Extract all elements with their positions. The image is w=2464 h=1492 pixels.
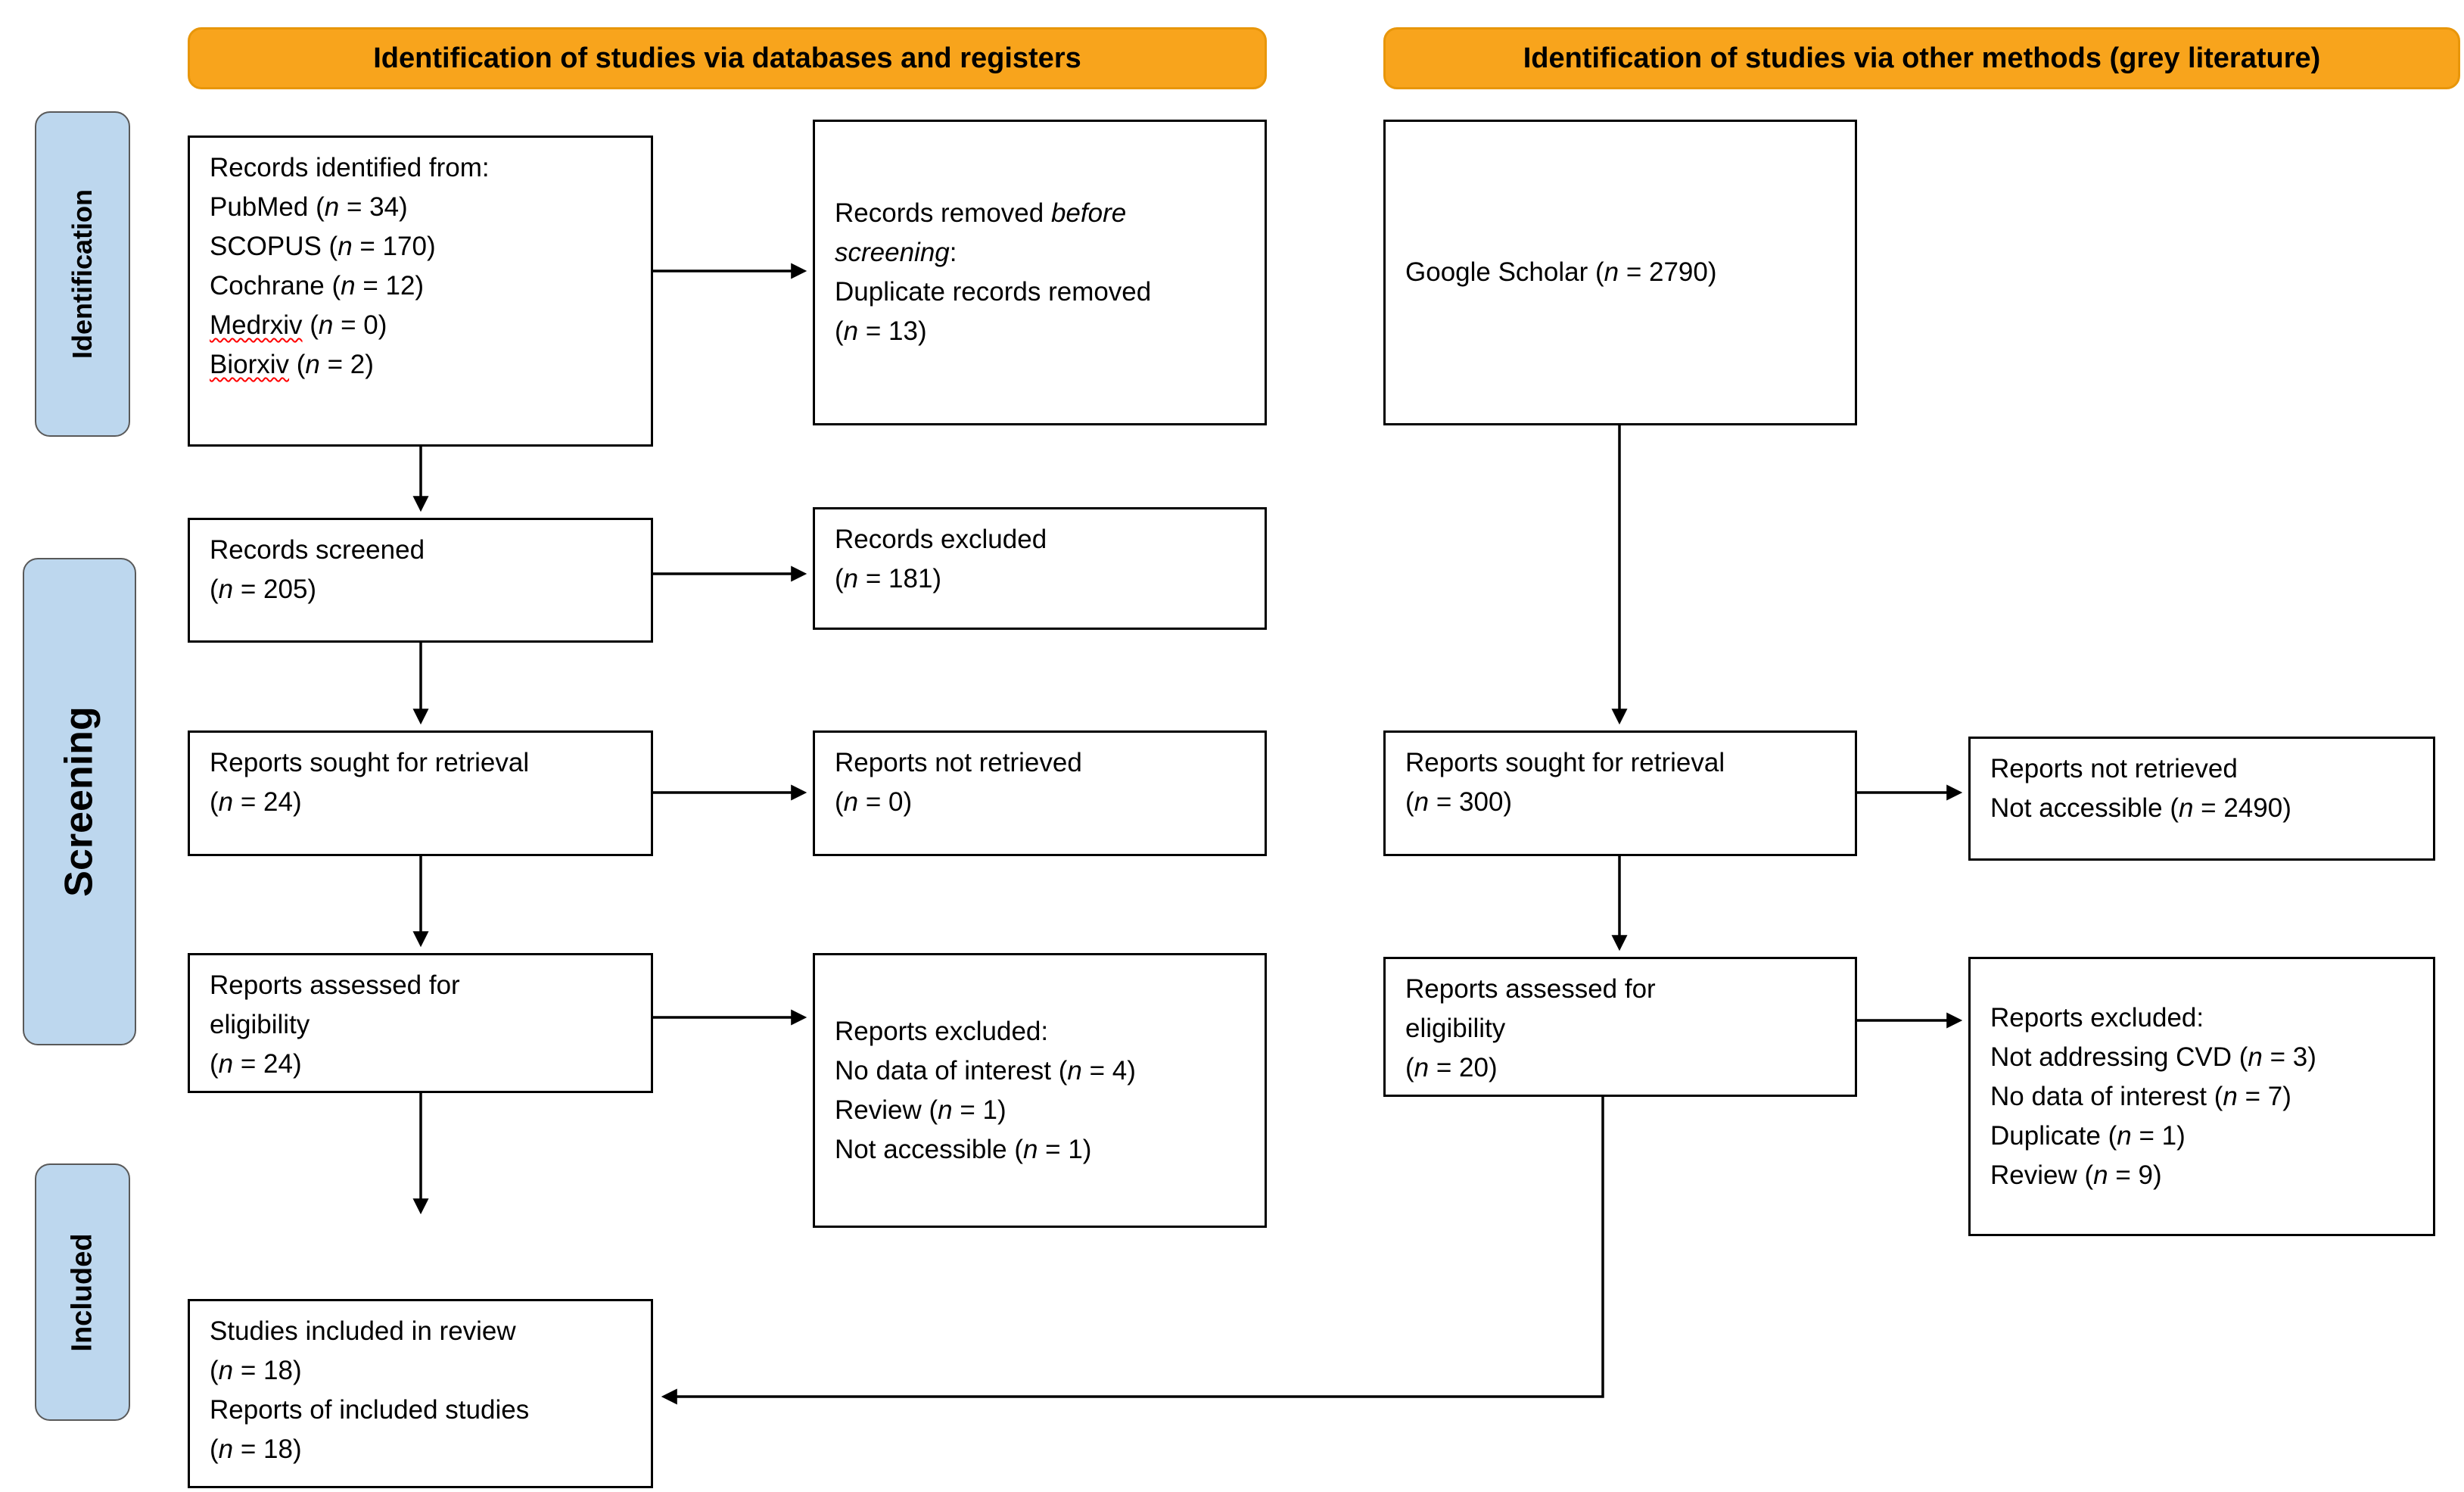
box-text-line: Studies included in review <box>210 1316 516 1346</box>
box-records-excluded <box>813 507 1267 630</box>
box-text-line: Reports assessed for <box>210 970 460 1000</box>
box-text-line: Reports not retrieved <box>1990 754 2238 783</box>
box-reports-not-retrieved-databases <box>813 730 1267 856</box>
box-text-line: (n = 300) <box>1405 787 1513 817</box>
box-text-line: Reports of included studies <box>210 1395 530 1425</box>
box-text-line: (n = 24) <box>210 787 302 817</box>
box-text-line: Review (n = 9) <box>1990 1160 2162 1190</box>
banner-databases-label: Identification of studies via databases and registers <box>373 42 1081 74</box>
box-text-line: Cochrane (n = 12) <box>210 271 425 301</box>
box-text-line: Reports excluded: <box>835 1016 1049 1046</box>
box-text-line: Records identified from: <box>210 153 490 182</box>
box-text-line: SCOPUS (n = 170) <box>210 232 436 261</box>
box-text-line: (n = 0) <box>835 787 913 817</box>
box-text-line: (n = 18) <box>210 1434 302 1464</box>
phase-label-identification <box>35 111 130 437</box>
box-studies-included <box>188 1299 653 1488</box>
box-text-line: (n = 205) <box>210 575 317 604</box>
box-text-line: screening: <box>835 238 957 267</box>
banner-other-methods <box>1383 27 2460 89</box>
box-text-line: Reports excluded: <box>1990 1002 2204 1033</box>
phase-label-identification-text: Identification <box>67 189 98 359</box>
box-text-line: Records removed before <box>835 198 1127 228</box>
box-text-line: eligibility <box>1405 1014 1506 1043</box>
box-text-line: (n = 20) <box>1405 1053 1498 1082</box>
box-reports-assessed-grey <box>1383 957 1857 1097</box>
box-text-line: (n = 24) <box>210 1049 302 1079</box>
box-text-line: No data of interest (n = 7) <box>1990 1081 2291 1111</box>
box-text-line: Records screened <box>210 535 425 565</box>
box-text-line: Reports not retrieved <box>835 748 1082 777</box>
box-text-line: eligibility <box>210 1010 310 1039</box>
box-text-line: Not accessible (n = 2490) <box>1990 793 2291 823</box>
box-text-line: PubMed (n = 34) <box>210 192 408 222</box>
banner-databases-registers <box>188 27 1267 89</box>
box-reports-sought-grey <box>1383 730 1857 856</box>
box-reports-sought-databases <box>188 730 653 856</box>
phase-label-screening-text: Screening <box>58 706 102 897</box>
phase-label-screening <box>23 558 136 1045</box>
box-text-line: (n = 181) <box>835 564 942 593</box>
box-text-line: Reports assessed for <box>1405 974 1656 1004</box>
banner-other-methods-label: Identification of studies via other methods (grey literature) <box>1523 42 2321 74</box>
box-records-screened <box>188 518 653 643</box>
box-text-line: Not addressing CVD (n = 3) <box>1990 1042 2316 1072</box>
box-reports-excluded-databases <box>813 953 1267 1228</box>
phase-label-included-text: Included <box>66 1232 98 1352</box>
box-text-line: Google Scholar (n = 2790) <box>1405 257 1717 287</box>
box-text-line: Duplicate (n = 1) <box>1990 1120 2186 1151</box>
box-text-line: Reports sought for retrieval <box>1405 748 1725 777</box>
box-records-removed <box>813 120 1267 425</box>
phase-label-included <box>35 1163 130 1421</box>
box-text-line: Review (n = 1) <box>835 1095 1006 1125</box>
box-text-line: No data of interest (n = 4) <box>835 1055 1136 1086</box>
box-text-line: Records excluded <box>835 525 1047 554</box>
box-reports-excluded-grey <box>1968 957 2435 1236</box>
box-text-line: Duplicate records removed <box>835 277 1152 307</box>
box-google-scholar <box>1383 120 1857 425</box>
box-text-line: (n = 18) <box>210 1356 302 1385</box>
box-text-line: Reports sought for retrieval <box>210 748 530 777</box>
box-text-line: Biorxiv (n = 2) <box>210 350 374 379</box>
box-text-line: (n = 13) <box>835 316 927 346</box>
box-reports-not-retrieved-grey <box>1968 737 2435 861</box>
box-records-identified <box>188 135 653 447</box>
box-text-line: Medrxiv (n = 0) <box>210 310 387 340</box>
box-text-line: Not accessible (n = 1) <box>835 1134 1092 1164</box>
box-reports-assessed-databases <box>188 953 653 1093</box>
